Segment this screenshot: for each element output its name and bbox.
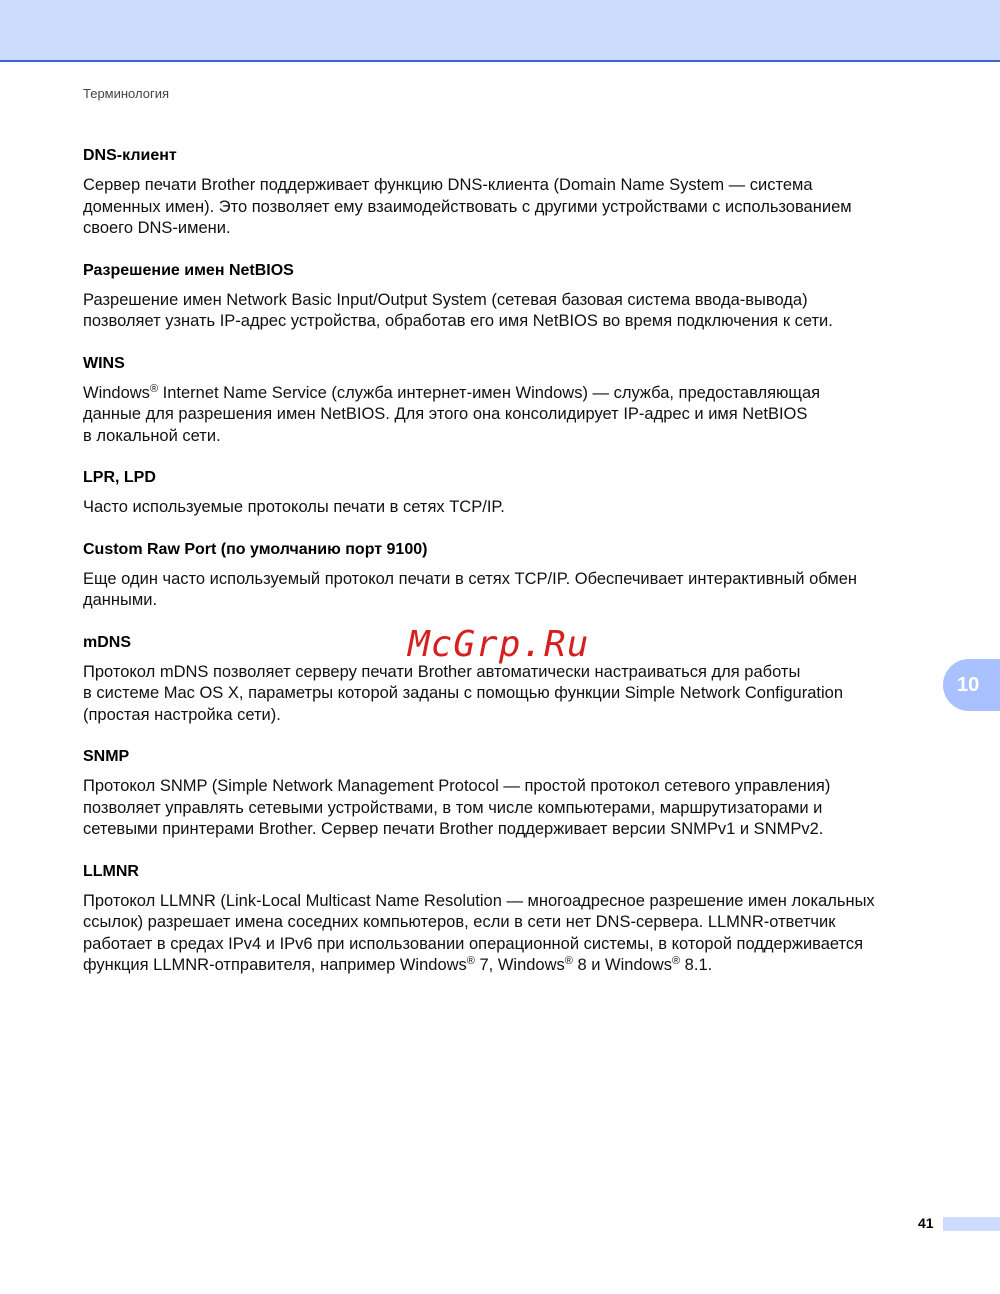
section-title: mDNS <box>83 633 132 651</box>
page-number: 41 <box>918 1215 934 1231</box>
watermark-logo: McGrp.Ru <box>408 624 590 665</box>
section-title: WINS <box>83 354 125 372</box>
section-custom-raw-port <box>83 540 943 612</box>
section-lpr-lpd <box>83 468 943 519</box>
registered-mark: ® <box>466 955 475 967</box>
registered-mark: ® <box>671 955 681 967</box>
section-text: Windows® Internet Name Service (служба интернет-имен Windows) — служба, предоставляющая данные для разрешения имен NetBIOS. Для этого она консолидирует IP-адрес и имя NetBIOS в локальной сети. <box>83 382 821 445</box>
section-netbios <box>83 261 943 333</box>
section-title: DNS-клиент <box>83 147 177 164</box>
section-llmnr <box>83 862 943 977</box>
section-text: Еще один часто используемый протокол печати в сетях TCP/IP. Обеспечивает интерактивный обмен данными. <box>83 569 858 609</box>
section-title: Разрешение имен NetBIOS <box>83 261 294 279</box>
section-text: Часто используемые протоколы печати в сетях TCP/IP. <box>83 498 505 516</box>
section-text: Протокол LLMNR (Link-Local Multicast Name Resolution — многоадресное разрешение имен локальных ссылок) разрешает имена соседних компьютеров, если в сети нет DNS-сервера. LLMNR-ответчик работает в средах IPv4 и IPv6 при использовании операционной системы, в которой поддерживается функция LLMNR-отправителя, например Windows® 7, Windows® 8 и Windows® 8.1. <box>83 891 875 974</box>
section-title: Custom Raw Port (по умолчанию порт 9100) <box>83 540 428 558</box>
section-snmp <box>83 747 943 841</box>
document-body <box>83 146 943 998</box>
registered-mark: ® <box>149 382 159 395</box>
section-text: Сервер печати Brother поддерживает функцию DNS-клиента (Domain Name System — система доменных имен). Это позволяет ему взаимодействовать с другими устройствами с использованием своего DNS-имени. <box>83 176 852 237</box>
registered-mark: ® <box>564 955 573 967</box>
chapter-tab: 10 <box>943 659 1000 711</box>
section-text: Протокол SNMP (Simple Network Management Protocol — простой протокол сетевого управления) позволяет управлять сетевыми устройствами, в том числе компьютерами, маршрутизаторами и сетевыми принтерами Brother. Сервер печати Brother поддерживает версии SNMPv1 и SNMPv2. <box>83 777 831 838</box>
footer-bar <box>943 1217 1000 1231</box>
section-title: SNMP <box>83 748 130 765</box>
section-title: LLMNR <box>83 862 139 880</box>
section-wins <box>83 354 943 448</box>
section-text: Разрешение имен Network Basic Input/Output System (сетевая базовая система ввода-вывода) позволяет узнать IP-адрес устройства, обработав его имя NetBIOS во время подключения к сети. <box>83 290 833 330</box>
section-title: LPR, LPD <box>83 469 156 486</box>
running-title: Терминология <box>83 86 169 101</box>
section-text: Протокол mDNS позволяет серверу печати Brother автоматически настраиваться для работы в системе Mac OS X, параметры которой заданы с помощью функции Simple Network Configuration (простая настройка сети). <box>83 662 844 724</box>
section-dns-client <box>83 146 943 240</box>
page-header-band <box>0 0 1000 62</box>
